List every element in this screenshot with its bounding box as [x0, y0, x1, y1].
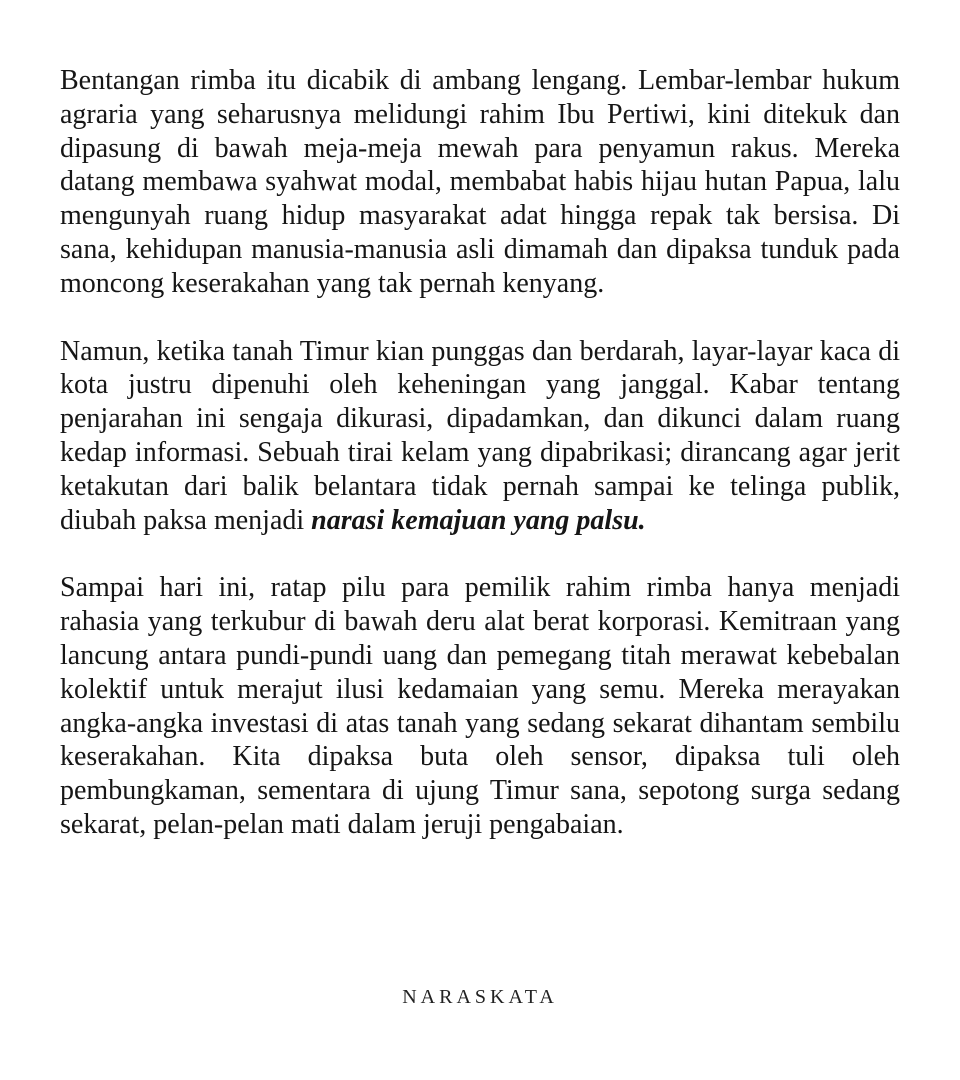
paragraph-2-text: Namun, ketika tanah Timur kian punggas dan berdarah, layar-layar kaca di kota justru dipenuhi oleh keheningan yang janggal. Kabar tentang penjarahan ini sengaja dikurasi, dipadamkan, dan dikunci dalam ruang kedap informasi. Sebuah tirai kelam yang dipabrikasi; dirancang agar jerit ketakutan dari balik belantara tidak pernah sampai ke telinga publik, diubah paksa menjadi: [60, 335, 900, 536]
paragraph-3: Sampai hari ini, ratap pilu para pemilik rahim rimba hanya menjadi rahasia yang terkubur di bawah deru alat berat korporasi. Kemitraan yang lancung antara pundi-pundi uang dan pemegang titah merawat kebebalan kolektif untuk merajut ilusi kedamaian yang semu. Mereka merayakan angka-angka investasi di atas tanah yang sedang sekarat dihantam sembilu keserakahan. Kita dipaksa buta oleh sensor, dipaksa tuli oleh pembungkaman, sementara di ujung Timur sana, sepotong surga sedang sekarat, pelan-pelan mati dalam jeruji pengabaian.: [60, 572, 900, 840]
paragraph-2-emphasis: narasi kemajuan yang palsu.: [311, 504, 646, 536]
author-signature: NARASKATA: [402, 986, 558, 1008]
paragraph-2: [60, 335, 900, 538]
article-body: [60, 64, 900, 842]
paragraph-1: Bentangan rimba itu dicabik di ambang lengang. Lembar-lembar hukum agraria yang seharusnya melidungi rahim Ibu Pertiwi, kini ditekuk dan dipasung di bawah meja-meja mewah para penyamun rakus. Mereka datang membawa syahwat modal, membabat habis hijau hutan Papua, lalu mengunyah ruang hidup masyarakat adat hingga repak tak bersisa. Di sana, kehidupan manusia-manusia asli dimamah dan dipaksa tunduk pada moncong keserakahan yang tak pernah kenyang.: [60, 65, 900, 299]
